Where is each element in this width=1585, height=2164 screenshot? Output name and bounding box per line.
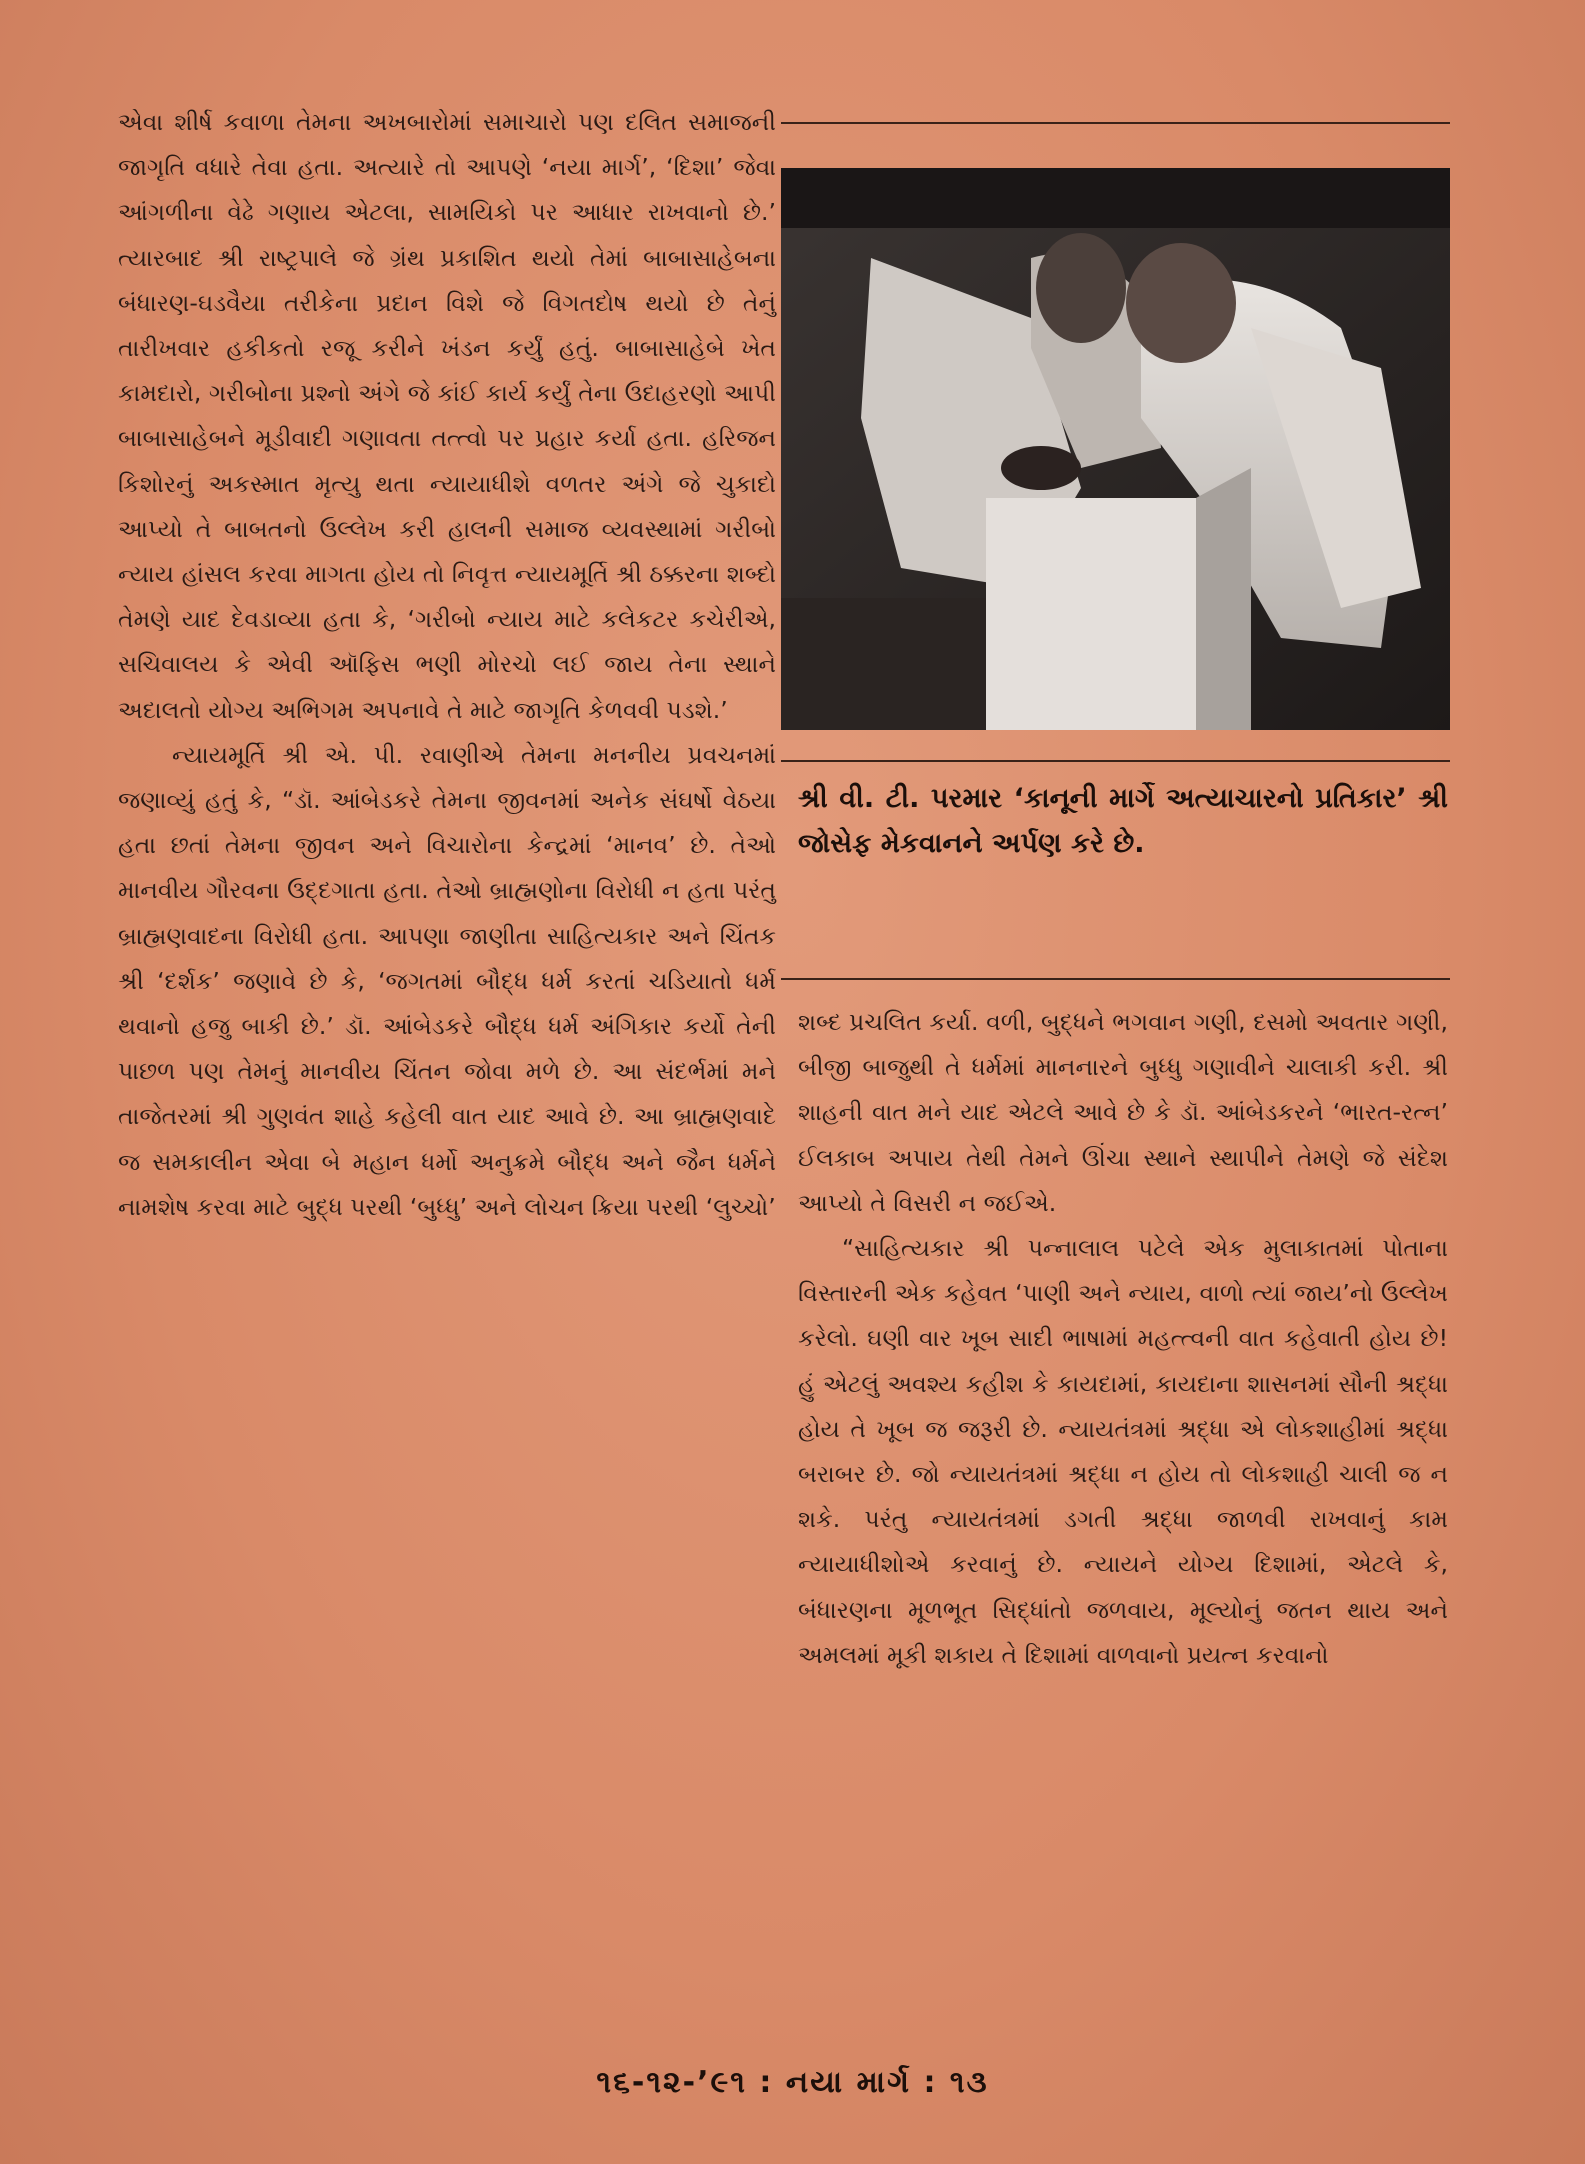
right-paragraph-1: શબ્દ પ્રચલિત કર્યા. વળી, બુદ્ધને ભગવાન ગણી, દસમો અવતાર ગણી, બીજી બાજુથી તે ધર્મમાં માનનારને બુધ્ધુ ગણાવીને ચાલાકી કરી. શ્રી શાહની વાત મને યાદ એટલે આવે છે કે ડૉ. આંબેડકરને ‘ભારત-રત્ન’ ઈલકાબ અપાય તેથી તેમને ઊંચા સ્થાને સ્થાપીને તેમણે જે સંદેશ આપ્યો તે વિસરી ન જઈએ. [798, 1008, 1448, 1217]
left-column [118, 100, 776, 1230]
caption-bottom-rule [781, 978, 1450, 980]
page-footer: ૧૬-૧૨-’૯૧ : નયા માર્ગ : ૧૩ [596, 2065, 989, 2100]
event-photo [781, 168, 1450, 730]
photo-top-rule [781, 122, 1450, 124]
right-column [798, 1000, 1448, 1678]
photo-bottom-rule [781, 760, 1450, 762]
photo-image [781, 168, 1450, 730]
left-paragraph-1: એવા શીર્ષ કવાળા તેમના અખબારોમાં સમાચારો પણ દલિત સમાજની જાગૃતિ વધારે તેવા હતા. અત્યારે તો આપણે ‘નયા માર્ગ’, ‘દિશા’ જેવા આંગળીના વેઢે ગણાય એટલા, સામયિકો પર આધાર રાખવાનો છે.’ ત્યારબાદ શ્રી રાષ્ટ્રપાલે જે ગ્રંથ પ્રકાશિત થયો તેમાં બાબાસાહેબના બંધારણ-ઘડવૈયા તરીકેના પ્રદાન વિશે જે વિગતદોષ થયો છે તેનું તારીખવાર હકીકતો રજૂ કરીને ખંડન કર્યું હતું. બાબાસાહેબે ખેત કામદારો, ગરીબોના પ્રશ્નો અંગે જે કાંઈ કાર્ય કર્યું તેના ઉદાહરણો આપી બાબાસાહેબને મૂડીવાદી ગણાવતા તત્ત્વો પર પ્રહાર કર્યા હતા. હરિજન કિશોરનું અકસ્માત મૃત્યુ થતા ન્યાયાધીશે વળતર અંગે જે ચુકાદો આપ્યો તે બાબતનો ઉલ્લેખ કરી હાલની સમાજ વ્યવસ્થામાં ગરીબો ન્યાય હાંસલ કરવા માગતા હોય તો નિવૃત્ત ન્યાયમૂર્તિ શ્રી ઠક્કરના શબ્દો તેમણે યાદ દેવડાવ્યા હતા કે, ‘ગરીબો ન્યાય માટે કલેકટર કચેરીએ, સચિવાલય કે એવી ઑફિસ ભણી મોરચો લઈ જાય તેના સ્થાને અદાલતો યોગ્ય અભિગમ અપનાવે તે માટે જાગૃતિ કેળવવી પડશે.’ [118, 108, 776, 724]
photo-caption: શ્રી વી. ટી. પરમાર ‘કાનૂની માર્ગે અત્યાચારનો પ્રતિકાર’ શ્રી જોસેફ મેકવાનને અર્પણ કરે છે. [798, 783, 1448, 859]
left-paragraph-2: ન્યાયમૂર્તિ શ્રી એ. પી. રવાણીએ તેમના મનનીય પ્રવચનમાં જણાવ્યું હતું કે, “ડૉ. આંબેડકરે તેમના જીવનમાં અનેક સંઘર્ષો વેઠયા હતા છતાં તેમના જીવન અને વિચારોના કેન્દ્રમાં ‘માનવ’ છે. તેઓ માનવીય ગૌરવના ઉદ્દગાતા હતા. તેઓ બ્રાહ્મણોના વિરોધી ન હતા પરંતુ બ્રાહ્મણવાદના વિરોધી હતા. આપણા જાણીતા સાહિત્યકાર અને ચિંતક શ્રી ‘દર્શક’ જણાવે છે કે, ‘જગતમાં બૌદ્ધ ધર્મ કરતાં ચડિયાતો ધર્મ થવાનો હજુ બાકી છે.’ ડૉ. આંબેડકરે બૌદ્ધ ધર્મ અંગિકાર કર્યો તેની પાછળ પણ તેમનું માનવીય ચિંતન જોવા મળે છે. આ સંદર્ભમાં મને તાજેતરમાં શ્રી ગુણવંત શાહે કહેલી વાત યાદ આવે છે. આ બ્રાહ્મણવાદે જ સમકાલીન એવા બે મહાન ધર્મો અનુક્રમે બૌદ્ધ અને જૈન ધર્મને નામશેષ કરવા માટે બુદ્ધ પરથી ‘બુધ્ધુ’ અને લોચન ક્રિયા પરથી ‘લુચ્ચો’ [118, 740, 776, 1221]
right-paragraph-2: “સાહિત્યકાર શ્રી પન્નાલાલ પટેલે એક મુલાકાતમાં પોતાના વિસ્તારની એક કહેવત ‘પાણી અને ન્યાય, વાળો ત્યાં જાય’નો ઉલ્લેખ કરેલો. ઘણી વાર ખૂબ સાદી ભાષામાં મહત્ત્વની વાત કહેવાતી હોય છે! હું એટલું અવશ્ય કહીશ કે કાયદામાં, કાયદાના શાસનમાં સૌની શ્રદ્ધા હોય તે ખૂબ જ જરૂરી છે. ન્યાયતંત્રમાં શ્રદ્ધા એ લોકશાહીમાં શ્રદ્ધા બરાબર છે. જો ન્યાયતંત્રમાં શ્રદ્ધા ન હોય તો લોકશાહી ચાલી જ ન શકે. પરંતુ ન્યાયતંત્રમાં ડગતી શ્રદ્ધા જાળવી રાખવાનું કામ ન્યાયાધીશોએ કરવાનું છે. ન્યાયને યોગ્ય દિશામાં, એટલે કે, બંધારણના મૂળભૂત સિદ્ધાંતો જળવાય, મૂલ્યોનું જતન થાય અને અમલમાં મૂકી શકાય તે દિશામાં વાળવાનો પ્રયત્ન કરવાનો [798, 1234, 1448, 1669]
